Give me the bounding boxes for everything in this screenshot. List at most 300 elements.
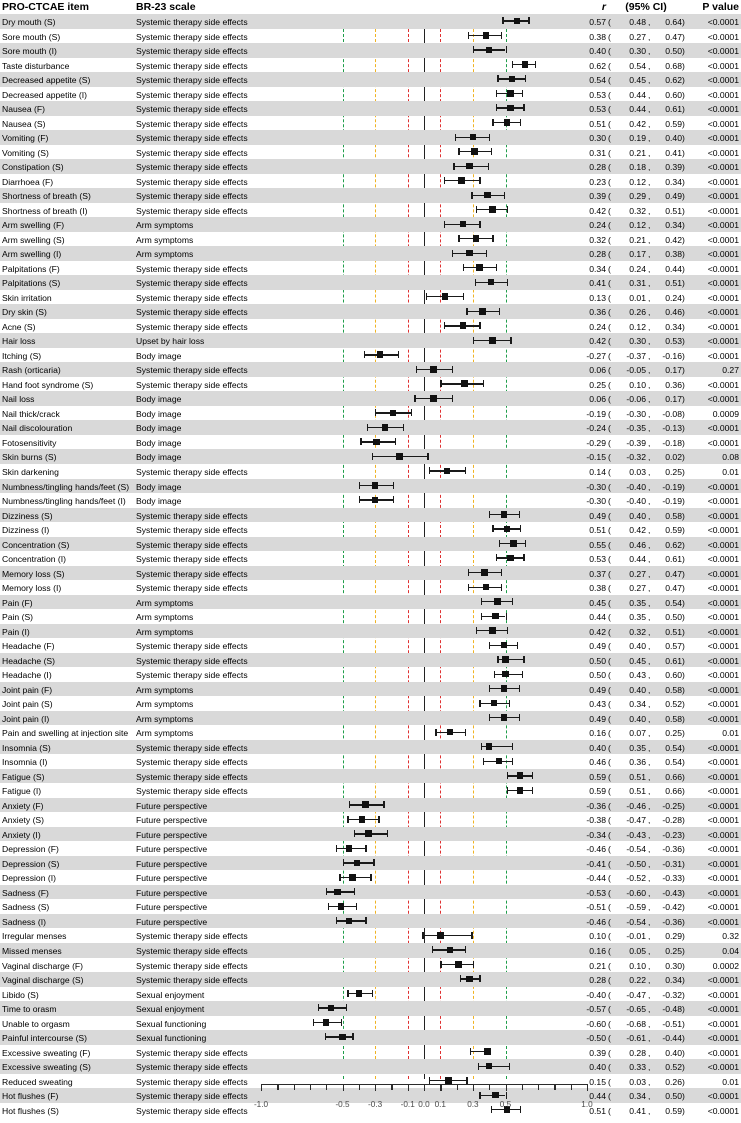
row-item-label: Hot flushes (S) [2,1105,59,1116]
ci-cap-upper [517,642,518,649]
row-ci-comma: , [648,800,651,811]
table-row[interactable] [0,725,741,740]
ci-cap-upper [383,801,384,808]
point-estimate-marker [346,918,353,925]
row-r-value: 0.16 [589,946,606,956]
row-item-label: Memory loss (I) [2,583,62,594]
row-ci-comma: , [648,554,651,565]
ci-cap-upper [519,685,520,692]
table-row[interactable] [0,14,741,29]
ci-cap-upper [491,148,492,155]
row-ci-upper: 0.40 [665,133,682,144]
row-item-label: Nail discolouration [2,423,73,434]
row-p-value: <0.0001 [707,17,739,27]
row-p-value: <0.0001 [707,104,739,115]
point-estimate-marker [486,743,493,750]
row-p-value: <0.0001 [707,249,739,260]
row-ci-comma: , [648,699,651,710]
row-ci-upper: 0.49 [665,191,682,202]
table-row[interactable] [0,479,741,494]
table-row[interactable] [0,188,741,203]
ci-cap-upper [352,1033,353,1040]
row-r-value: 0.40 [589,1062,606,1073]
row-item-label: Vaginal discharge (F) [2,960,84,971]
table-row[interactable] [0,653,741,668]
ci-cap-lower [347,816,348,823]
ci-cap-lower [494,671,495,678]
table-row[interactable] [0,101,741,116]
row-ci-lower: 0.32 [629,205,646,216]
row-ci-lower: -0.65 [626,1004,646,1015]
row-p-value: <0.0001 [707,1018,739,1029]
row-ci-open: ( [608,771,611,782]
ci-cap-upper [499,308,500,315]
row-item-label: Dizziness (I) [2,525,50,536]
row-p-value: <0.0001 [707,916,739,927]
table-row[interactable] [0,682,741,697]
table-row[interactable] [0,1016,741,1031]
table-row[interactable] [0,1001,741,1016]
row-p-value: <0.0001 [707,162,739,173]
axis-tick-label: -0.3 [368,1100,383,1109]
row-p-value: <0.0001 [707,263,739,274]
ci-cap-upper [387,830,388,837]
table-row[interactable] [0,624,741,639]
row-ci-comma: , [648,118,651,129]
row-ci-upper: -0.36 [662,844,682,855]
table-row[interactable] [0,449,741,464]
row-ci-close: ) [682,220,685,231]
row-ci-comma: , [648,684,651,695]
point-estimate-marker [359,816,366,823]
row-ci-lower: 0.19 [629,133,646,144]
row-scale-label: Future perspective [136,815,208,826]
forest-marker [0,406,741,421]
row-item-label: Sadness (S) [2,902,50,913]
row-ci-lower: 0.10 [629,960,646,971]
row-ci-comma: , [648,1047,651,1058]
ci-cap-lower [414,395,415,402]
table-row[interactable] [0,232,741,247]
table-row[interactable] [0,638,741,653]
ci-cap-upper [427,453,428,460]
table-row[interactable] [0,275,741,290]
row-item-label: Fotosensitivity [2,437,57,448]
forest-marker [0,667,741,682]
table-row[interactable] [0,885,741,900]
row-r-value: 0.28 [589,162,606,173]
point-estimate-marker [471,148,478,155]
row-ci-comma: , [648,1033,651,1044]
table-row[interactable] [0,203,741,218]
ci-cap-lower [360,438,361,445]
row-p-value: <0.0001 [707,844,739,855]
table-row[interactable] [0,783,741,798]
row-item-label: Depression (S) [2,858,60,869]
table-row[interactable] [0,43,741,58]
ci-cap-upper [522,90,523,97]
row-scale-label: Systemic therapy side effects [136,321,248,332]
table-row[interactable] [0,711,741,726]
row-ci-upper: 0.58 [665,510,682,521]
table-row[interactable] [0,827,741,842]
row-ci-upper: 0.59 [665,525,682,536]
row-scale-label: Systemic therapy side effects [136,365,248,376]
row-ci-upper: 0.17 [665,365,682,376]
point-estimate-marker [483,584,490,591]
row-ci-open: ( [608,365,611,376]
row-p-value: <0.0001 [707,1062,739,1073]
row-item-label: Dry mouth (S) [2,17,56,27]
row-scale-label: Systemic therapy side effects [136,17,248,27]
table-row[interactable] [0,769,741,784]
row-ci-comma: , [648,670,651,681]
row-scale-label: Systemic therapy side effects [136,466,248,477]
row-ci-open: ( [608,31,611,42]
ci-cap-upper [532,787,533,794]
row-ci-open: ( [608,887,611,898]
table-row[interactable] [0,667,741,682]
row-ci-open: ( [608,1076,611,1087]
row-ci-lower: -0.46 [626,800,646,811]
point-estimate-marker [346,845,353,852]
forest-marker [0,870,741,885]
point-estimate-marker [373,439,380,446]
forest-marker [0,551,741,566]
row-item-label: Headache (I) [2,670,52,681]
row-ci-comma: , [648,191,651,202]
row-ci-open: ( [608,975,611,986]
row-ci-close: ) [682,916,685,927]
ci-cap-lower [444,221,445,228]
row-ci-comma: , [648,307,651,318]
row-ci-comma: , [648,205,651,216]
table-row[interactable] [0,566,741,581]
row-p-value: <0.0001 [707,1105,739,1116]
row-ci-comma: , [648,162,651,173]
row-ci-upper: 0.61 [665,104,682,115]
row-r-value: 0.24 [589,220,606,231]
table-row[interactable] [0,362,741,377]
ci-cap-upper [504,192,505,199]
forest-marker [0,290,741,305]
row-ci-lower: 0.44 [629,89,646,100]
row-ci-open: ( [608,350,611,361]
row-ci-upper: 0.61 [665,554,682,565]
table-row[interactable] [0,159,741,174]
table-row[interactable] [0,333,741,348]
row-ci-upper: 0.62 [665,539,682,550]
row-ci-upper: -0.51 [662,1018,682,1029]
row-ci-comma: , [648,496,651,507]
row-ci-close: ) [682,394,685,405]
row-item-label: Fatigue (I) [2,786,42,797]
row-ci-lower: -0.05 [626,365,646,376]
row-item-label: Pain (F) [2,597,33,608]
row-scale-label: Systemic therapy side effects [136,757,248,768]
table-row[interactable] [0,435,741,450]
row-ci-lower: 0.21 [629,147,646,158]
row-item-label: Palpitations (S) [2,278,61,289]
row-item-label: Sadness (F) [2,887,49,898]
axis-tick-label: 1.0 [581,1100,593,1109]
row-ci-lower: 0.27 [629,568,646,579]
point-estimate-marker [504,526,511,533]
ci-cap-upper [488,163,489,170]
row-r-value: 0.10 [589,931,606,942]
row-r-value: -0.34 [586,829,606,840]
table-row[interactable] [0,464,741,479]
row-ci-upper: 0.02 [665,452,682,463]
row-ci-open: ( [608,75,611,86]
row-ci-lower: -0.06 [626,394,646,405]
table-row[interactable] [0,87,741,102]
row-p-value: <0.0001 [707,147,739,158]
table-row[interactable] [0,943,741,958]
table-row[interactable] [0,29,741,44]
row-p-value: <0.0001 [707,641,739,652]
row-ci-upper: -0.25 [662,800,682,811]
row-item-label: Joint pain (S) [2,699,53,710]
row-p-value: <0.0001 [707,583,739,594]
table-row[interactable] [0,391,741,406]
row-ci-comma: , [648,278,651,289]
table-row[interactable] [0,812,741,827]
table-row[interactable] [0,551,741,566]
table-row[interactable] [0,798,741,813]
ci-cap-upper [512,758,513,765]
row-p-value: <0.0001 [707,191,739,202]
row-ci-close: ) [682,1033,685,1044]
table-row[interactable] [0,595,741,610]
row-ci-lower: 0.03 [629,466,646,477]
row-ci-comma: , [648,379,651,390]
row-ci-close: ) [682,902,685,913]
table-row[interactable] [0,914,741,929]
table-row[interactable] [0,246,741,261]
table-row[interactable] [0,841,741,856]
forest-marker [0,1059,741,1074]
row-ci-open: ( [608,263,611,274]
row-ci-upper: 0.26 [665,1076,682,1087]
table-row[interactable] [0,508,741,523]
table-row[interactable] [0,130,741,145]
point-estimate-marker [501,642,508,649]
row-ci-upper: 0.66 [665,786,682,797]
row-ci-close: ) [682,757,685,768]
table-row[interactable] [0,899,741,914]
row-r-value: -0.29 [586,437,606,448]
row-ci-open: ( [608,1047,611,1058]
row-r-value: -0.40 [586,989,606,1000]
row-ci-close: ) [682,525,685,536]
row-p-value: <0.0001 [707,1091,739,1102]
row-ci-open: ( [608,1105,611,1116]
row-ci-lower: 0.22 [629,975,646,986]
row-ci-comma: , [648,104,651,115]
ci-cap-upper [452,366,453,373]
row-ci-open: ( [608,1062,611,1073]
row-ci-open: ( [608,89,611,100]
table-row[interactable] [0,217,741,232]
axis-tick [440,1084,441,1091]
ci-cap-upper [365,845,366,852]
table-row[interactable] [0,537,741,552]
row-p-value: 0.0009 [712,408,739,419]
row-item-label: Sore mouth (I) [2,46,57,57]
point-estimate-marker [382,424,389,431]
table-row[interactable] [0,493,741,508]
row-ci-open: ( [608,496,611,507]
table-row[interactable] [0,1030,741,1045]
row-item-label: Joint pain (F) [2,684,53,695]
ci-cap-lower [318,1004,319,1011]
row-p-value: <0.0001 [707,379,739,390]
ci-cap-upper [519,714,520,721]
row-scale-label: Systemic therapy side effects [136,931,248,942]
row-ci-lower: 0.40 [629,641,646,652]
point-estimate-marker [365,830,372,837]
forest-marker [0,72,741,87]
row-ci-close: ) [682,75,685,86]
row-item-label: Painful intercourse (S) [2,1033,88,1044]
ci-cap-lower [473,46,474,53]
row-ci-close: ) [682,118,685,129]
ci-cap-upper [520,525,521,532]
row-scale-label: Body image [136,394,182,405]
row-p-value: <0.0001 [707,771,739,782]
axis-tick-label: 0.0 [418,1100,430,1109]
table-row[interactable] [0,856,741,871]
point-estimate-marker [491,700,498,707]
table-row[interactable] [0,740,741,755]
row-ci-close: ) [682,815,685,826]
table-row[interactable] [0,1045,741,1060]
axis-tick [391,1084,392,1090]
table-row[interactable] [0,348,741,363]
ci-cap-lower [496,104,497,111]
row-ci-close: ) [682,887,685,898]
forest-marker [0,479,741,494]
ci-cap-lower [458,235,459,242]
row-scale-label: Future perspective [136,844,208,855]
axis-tick-label: -1.0 [253,1100,269,1109]
table-row[interactable] [0,972,741,987]
table-row[interactable] [0,406,741,421]
row-ci-lower: 0.34 [629,1091,646,1102]
forest-marker [0,682,741,697]
table-row[interactable] [0,174,741,189]
table-row[interactable] [0,377,741,392]
table-row[interactable] [0,145,741,160]
point-estimate-marker [486,47,493,54]
table-row[interactable] [0,58,741,73]
table-row[interactable] [0,696,741,711]
row-ci-open: ( [608,510,611,521]
ci-cap-lower [343,859,344,866]
row-scale-label: Systemic therapy side effects [136,307,248,318]
row-item-label: Memory loss (S) [2,568,65,579]
row-ci-upper: 0.50 [665,46,682,57]
forest-marker [0,493,741,508]
point-estimate-marker [458,177,465,184]
table-row[interactable] [0,958,741,973]
table-row[interactable] [0,987,741,1002]
ci-cap-lower [478,1063,479,1070]
table-row[interactable] [0,420,741,435]
row-ci-upper: 0.64 [665,17,682,27]
point-estimate-marker [496,758,503,765]
ci-cap-upper [479,975,480,982]
row-ci-lower: 0.54 [629,60,646,71]
ci-cap-lower [429,1077,430,1084]
table-row[interactable] [0,522,741,537]
ci-cap-upper [528,17,529,24]
row-item-label: Skin darkening [2,466,59,477]
row-ci-lower: 0.34 [629,699,646,710]
row-ci-lower: 0.24 [629,263,646,274]
table-row[interactable] [0,116,741,131]
row-ci-lower: 0.05 [629,946,646,956]
ci-cap-upper [403,424,404,431]
row-ci-comma: , [648,89,651,100]
table-row[interactable] [0,580,741,595]
row-ci-open: ( [608,713,611,724]
row-r-value: -0.57 [586,1004,606,1015]
row-scale-label: Systemic therapy side effects [136,292,248,303]
forest-marker [0,580,741,595]
row-ci-comma: , [648,786,651,797]
row-scale-label: Future perspective [136,858,208,869]
table-row[interactable] [0,319,741,334]
table-row[interactable] [0,754,741,769]
table-row[interactable] [0,72,741,87]
row-p-value: <0.0001 [707,902,739,913]
ci-cap-lower [452,250,453,257]
row-ci-close: ) [682,510,685,521]
row-p-value: <0.0001 [707,118,739,129]
ci-cap-lower [455,134,456,141]
row-item-label: Palpitations (F) [2,263,60,274]
row-scale-label: Sexual functioning [136,1018,207,1029]
point-estimate-marker [323,1019,330,1026]
row-ci-upper: -0.44 [662,1033,682,1044]
row-r-value: 0.49 [589,641,606,652]
table-row[interactable] [0,290,741,305]
table-row[interactable] [0,304,741,319]
row-ci-close: ) [682,873,685,884]
row-p-value: <0.0001 [707,89,739,100]
row-ci-open: ( [608,699,611,710]
table-row[interactable] [0,870,741,885]
row-ci-close: ) [682,1047,685,1058]
point-estimate-marker [461,380,468,387]
ci-cap-lower [479,700,480,707]
table-row[interactable] [0,1059,741,1074]
point-estimate-marker [507,555,514,562]
row-scale-label: Systemic therapy side effects [136,191,248,202]
row-scale-label: Systemic therapy side effects [136,510,248,521]
table-row[interactable] [0,261,741,276]
row-item-label: Decreased appetite (S) [2,75,91,86]
table-row[interactable] [0,928,741,943]
ci-cap-lower [468,32,469,39]
row-ci-comma: , [648,147,651,158]
forest-marker [0,769,741,784]
row-r-value: 0.38 [589,583,606,594]
row-item-label: Shortness of breath (S) [2,191,91,202]
table-row[interactable] [0,609,741,624]
